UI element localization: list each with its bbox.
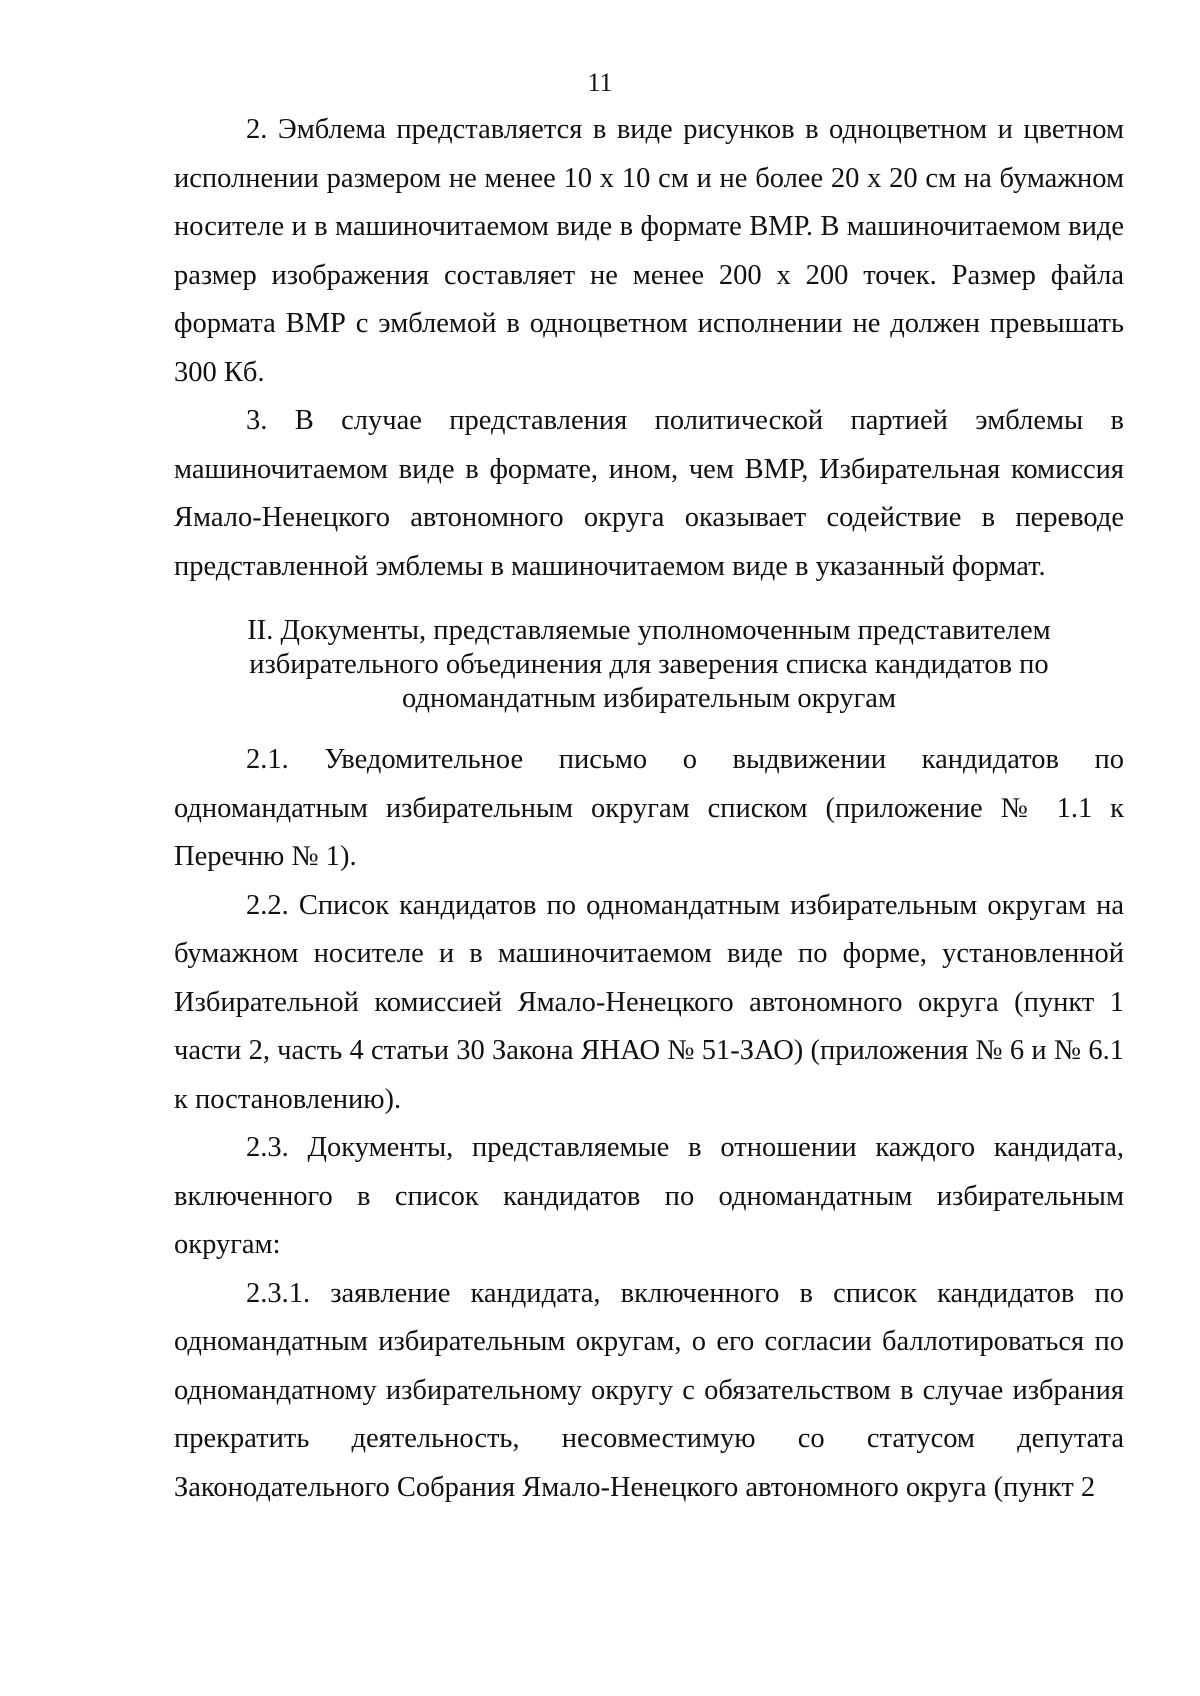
section-heading: II. Документы, представляемые уполномоченным представителем избирательного объединения для заверения списка кандидатов по одномандатным избирательным округам bbox=[247, 615, 1051, 714]
paragraph-emblem-format: 2. Эмблема представляется в виде рисунков в одноцветном и цветном исполнении размером не менее 10 х 10 см и не более 20 х 20 см на бумажном носителе и в машиночитаемом виде в формате ВМР. В машиночитаемом виде размер изображения составляет не менее 200 х 200 точек. Размер файла формата ВМР с эмблемой в одноцветном исполнении не должен превышать 300 Кб. bbox=[174, 114, 1124, 388]
paragraph-2-3-1: 2.3.1. заявление кандидата, включенного в список кандидатов по одномандатным избирательным округам, о его согласии баллотироваться по одномандатному избирательному округу с обязательством в случае избрания прекратить деятельность, несовместимую со статусом депутата Законодательного Собрания Ямало-Ненецкого автономного округа (пункт 2 bbox=[174, 1277, 1124, 1503]
paragraph-2-1: 2.1. Уведомительное письмо о выдвижении кандидатов по одномандатным избирательным округам списком (приложение № 1.1 к Перечню № 1). bbox=[174, 744, 1124, 872]
page-number: 11 bbox=[587, 68, 613, 97]
paragraph-2-3: 2.3. Документы, представляемые в отношении каждого кандидата, включенного в список кандидатов по одномандатным избирательным округам: bbox=[174, 1132, 1124, 1260]
paragraph-2-2: 2.2. Список кандидатов по одномандатным избирательным округам на бумажном носителе и в машиночитаемом виде по форме, установленной Избирательной комиссией Ямало-Ненецкого автономного округа (пункт 1 части 2, часть 4 статьи 30 Закона ЯНАО № 51-ЗАО) (приложения № 6 и № 6.1 к постановлению). bbox=[174, 889, 1124, 1115]
paragraph-emblem-conversion: 3. В случае представления политической партией эмблемы в машиночитаемом виде в формате, ином, чем ВМР, Избирательная комиссия Ямало-Ненецкого автономного округа оказывает содействие в переводе представленной эмблемы в машиночитаемом виде в указанный формат. bbox=[174, 405, 1124, 582]
document-body bbox=[174, 106, 1124, 1512]
